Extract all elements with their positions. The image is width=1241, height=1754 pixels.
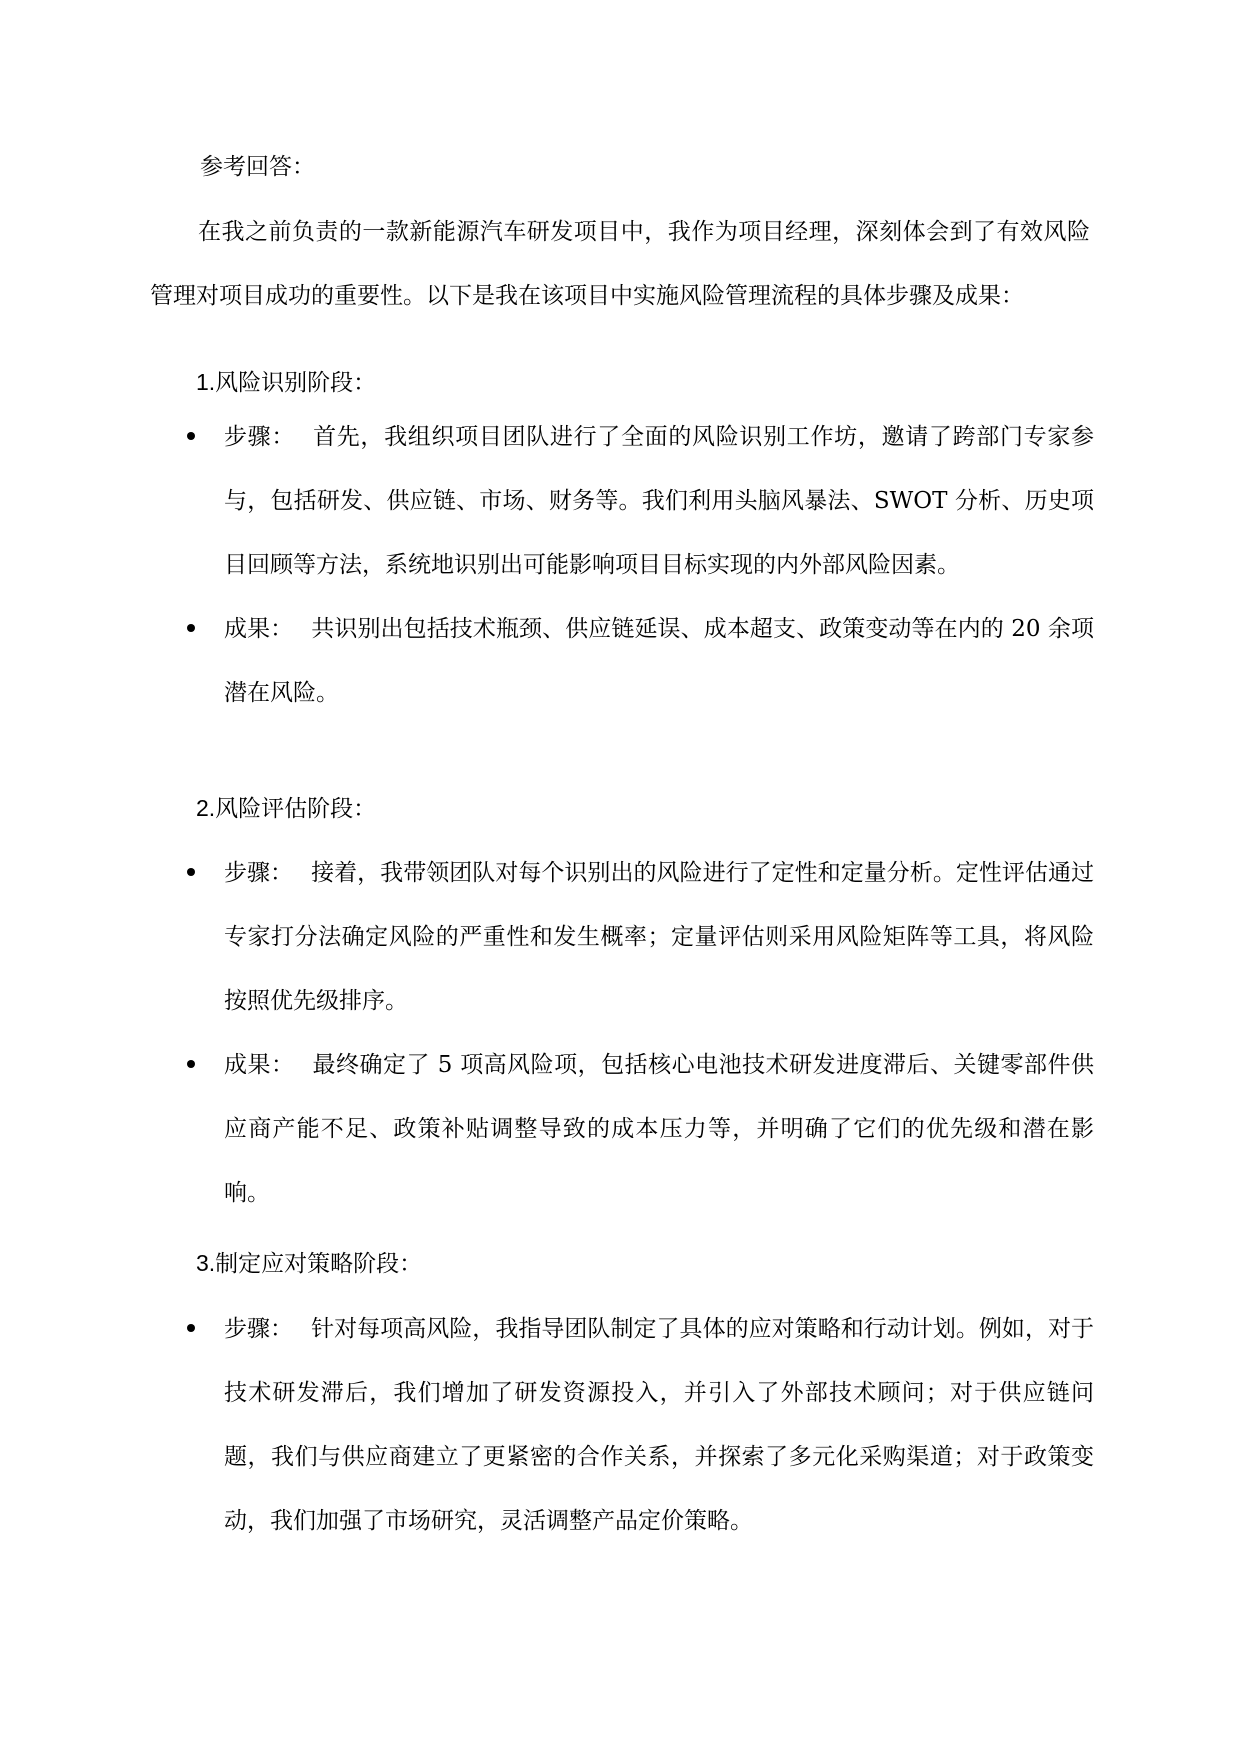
bullet-dot-icon xyxy=(187,432,195,440)
bullet-dot-icon xyxy=(187,624,195,632)
item-text: 首先，我组织项目团队进行了全面的风险识别工作坊，邀请了跨部门专家参与，包括研发、供应链、市场、财务等。我们利用头脑风暴法、SWOT 分析、历史项目回顾等方法，系统地识别出可能影响项目目标实现的内外部风险因素。 xyxy=(224,424,1095,578)
item-lead: 步骤： xyxy=(224,424,296,450)
item-text: 最终确定了 5 项高风险项，包括核心电池技术研发进度滞后、关键零部件供应商产能不足、政策补贴调整导致的成本压力等，并明确了它们的优先级和潜在影响。 xyxy=(224,1052,1094,1206)
list-item xyxy=(0,841,1094,1033)
item-lead: 成果： xyxy=(224,1052,295,1078)
bullet-dot-icon xyxy=(187,868,195,876)
item-text: 针对每项高风险，我指导团队制定了具体的应对策略和行动计划。例如，对于技术研发滞后，我们增加了研发资源投入，并引入了外部技术顾问；对于供应链问题，我们与供应商建立了更紧密的合作关系，并探索了多元化采购渠道；对于政策变动，我们加强了市场研究，灵活调整产品定价策略。 xyxy=(224,1316,1095,1534)
list-item xyxy=(0,405,1094,597)
bullet-dot-icon xyxy=(187,1060,195,1068)
answer-label: 参考回答： xyxy=(200,154,315,180)
section-heading-risk-assessment: 2.风险评估阶段： xyxy=(196,795,377,821)
section-heading-response-strategy: 3.制定应对策略阶段： xyxy=(196,1250,423,1276)
section-heading-risk-identification: 1.风险识别阶段： xyxy=(196,369,377,395)
item-lead: 步骤： xyxy=(224,1316,294,1342)
intro-paragraph: 在我之前负责的一款新能源汽车研发项目中，我作为项目经理，深刻体会到了有效风险管理对项目成功的重要性。以下是我在该项目中实施风险管理流程的具体步骤及成果： xyxy=(150,219,1090,309)
item-text: 接着，我带领团队对每个识别出的风险进行了定性和定量分析。定性评估通过专家打分法确定风险的严重性和发生概率；定量评估则采用风险矩阵等工具，将风险按照优先级排序。 xyxy=(224,860,1095,1014)
section-1-list xyxy=(0,405,1094,725)
item-lead: 步骤： xyxy=(224,860,294,886)
list-item xyxy=(0,1297,1094,1553)
bullet-dot-icon xyxy=(187,1324,195,1332)
list-item xyxy=(0,597,1094,725)
item-lead: 成果： xyxy=(224,616,294,642)
item-text: 共识别出包括技术瓶颈、供应链延误、成本超支、政策变动等在内的 20 余项潜在风险。 xyxy=(224,616,1095,706)
section-2-list xyxy=(0,841,1094,1225)
list-item xyxy=(0,1033,1094,1225)
section-3-list xyxy=(0,1297,1094,1553)
